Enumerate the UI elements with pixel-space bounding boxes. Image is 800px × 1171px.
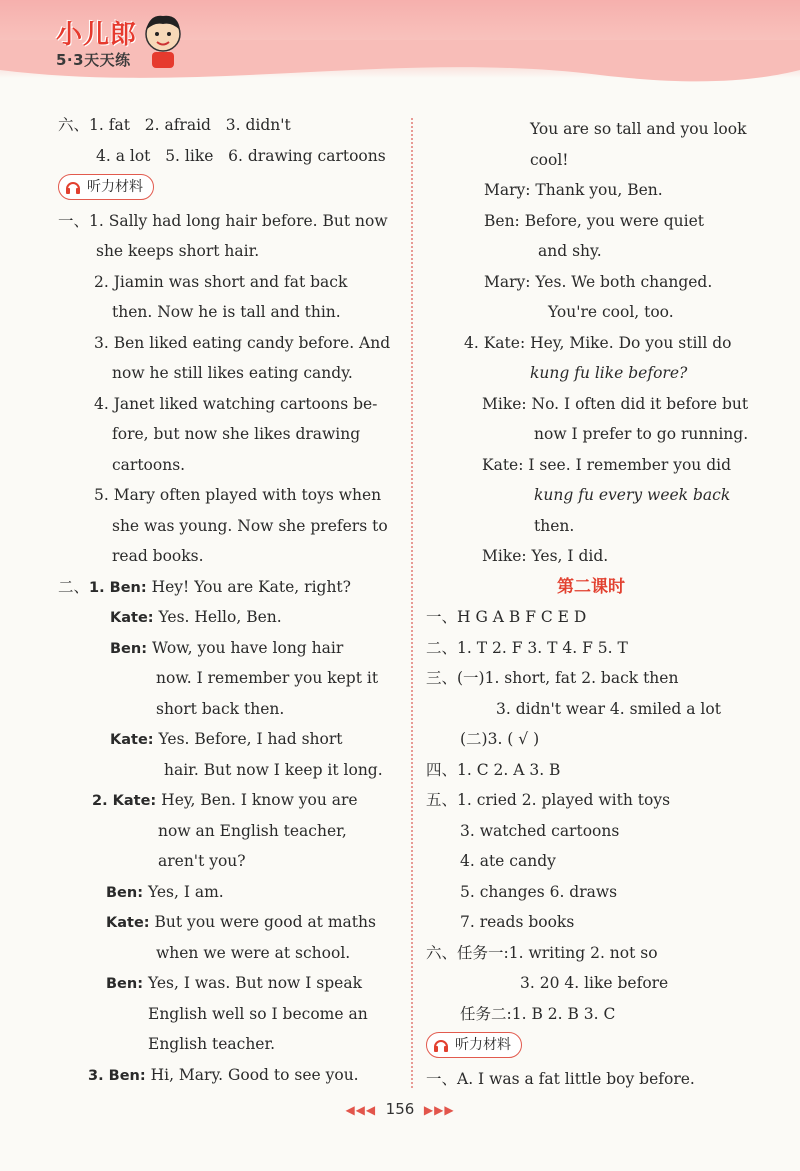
brand-name: 小儿郎 (56, 20, 138, 50)
text: then. Now he is tall and thin. (112, 303, 341, 321)
answer-line (426, 724, 756, 755)
text: English teacher. (148, 1035, 276, 1053)
text: now. I remember you kept it (156, 669, 379, 687)
text-line (58, 297, 388, 328)
headphone-icon (433, 1037, 449, 1053)
answer-line (426, 907, 756, 938)
text-line (58, 419, 388, 450)
brand-logo (56, 14, 137, 70)
text-line (58, 358, 388, 389)
text: she was young. Now she prefers to (112, 516, 388, 535)
dialogue-line (58, 877, 388, 908)
answer-line (426, 938, 756, 969)
dialogue-line (58, 633, 388, 664)
dialogue-line (426, 541, 756, 572)
text: You're cool, too. (548, 303, 674, 321)
triangle-right-icon: ▶▶▶ (423, 1103, 455, 1117)
dialogue-line (426, 480, 756, 511)
dialogue-line (58, 1029, 388, 1060)
badge-label: 听力材料 (87, 179, 143, 195)
answer-item: 4. a lot (96, 146, 151, 165)
column-divider (411, 118, 413, 1088)
answer-line (426, 877, 756, 908)
text: fore, but now she likes drawing (112, 425, 361, 443)
text: 3. 20 4. like before (520, 974, 669, 992)
dialogue-line (426, 511, 756, 542)
text: when we were at school. (156, 943, 351, 962)
answer-line (58, 110, 388, 141)
brand-series: 5·3天天练 (56, 51, 131, 69)
text: now he still likes eating candy. (112, 364, 353, 382)
dialogue-line (426, 206, 756, 237)
text: Mary: Yes. We both changed. (484, 272, 713, 291)
text: 3. didn't wear 4. smiled a lot (496, 699, 721, 718)
dialogue-line (58, 572, 388, 603)
text: cool! (530, 150, 569, 169)
answer-line (426, 755, 756, 786)
dialogue-line (58, 846, 388, 877)
dialogue-line (426, 450, 756, 481)
speaker: Ben: (106, 976, 144, 992)
triangle-left-icon: ◀◀◀ (345, 1103, 377, 1117)
page-number: 156 (385, 1100, 415, 1118)
text: hair. But now I keep it long. (164, 760, 383, 779)
answer-line (58, 141, 388, 172)
text-line (58, 511, 388, 542)
dialogue-line (58, 1060, 388, 1091)
dialogue-line (58, 694, 388, 725)
text: 六、任务一:1. writing 2. not so (426, 943, 658, 962)
mascot-icon (140, 12, 186, 70)
text: English well so I become an (148, 1004, 368, 1023)
dialogue-line (58, 999, 388, 1030)
dialogue-line (426, 267, 756, 298)
answer-item: 1. fat (89, 116, 130, 134)
dialogue-line (426, 328, 756, 359)
text: Wow, you have long hair (151, 638, 344, 657)
listening-material-badge (58, 174, 154, 200)
dialogue-line (426, 236, 756, 267)
text: cartoons. (112, 455, 186, 474)
text-line (58, 236, 388, 267)
text: 一、H G A B F C E D (426, 608, 587, 626)
dialogue-line (58, 816, 388, 847)
text: 任务二:1. B 2. B 3. C (460, 1004, 616, 1023)
text: Hi, Mary. Good to see you. (150, 1065, 359, 1084)
section-mark: 六、 (58, 116, 90, 134)
text-line (58, 480, 388, 511)
dialogue-line (426, 419, 756, 450)
text: 一、A. I was a fat little boy before. (426, 1069, 695, 1088)
text: 7. reads books (460, 913, 575, 931)
text: You are so tall and you look (530, 120, 747, 138)
text-line (426, 1064, 756, 1095)
text: Yes, I was. But now I speak (147, 974, 362, 992)
page-footer (0, 1100, 800, 1118)
text: Ben: Before, you were quiet (484, 211, 704, 230)
text-line (58, 328, 391, 359)
text-line (58, 450, 388, 481)
answer-line (426, 968, 756, 999)
text: But you were good at maths (154, 913, 376, 931)
answer-line (426, 816, 756, 847)
text: Mike: Yes, I did. (482, 547, 609, 565)
text: 五、1. cried 2. played with toys (426, 791, 671, 809)
headphone-icon (65, 179, 81, 195)
badge-label: 听力材料 (455, 1037, 511, 1053)
dialogue-line (58, 755, 388, 786)
left-column (58, 110, 391, 1090)
text: she keeps short hair. (96, 242, 260, 260)
dialogue-line (426, 145, 756, 176)
text: Yes. Before, I had short (158, 730, 343, 748)
text: 2. Jiamin was short and fat back (94, 272, 348, 291)
text: and shy. (538, 242, 602, 260)
listening-material-badge (426, 1032, 522, 1058)
dialogue-line (58, 785, 388, 816)
text: 4. Kate: Hey, Mike. Do you still do (464, 333, 732, 352)
text: kung fu every week back (534, 486, 731, 504)
dialogue-line (58, 663, 388, 694)
text: Hey! You are Kate, right? (151, 577, 351, 596)
text: 5. changes 6. draws (460, 882, 618, 901)
dialogue-line (426, 175, 756, 206)
answer-line (426, 846, 756, 877)
section-mark: 一、 (58, 211, 90, 230)
text: 四、1. C 2. A 3. B (426, 760, 561, 779)
text: kung fu like before? (530, 364, 688, 382)
text: Yes, I am. (147, 882, 224, 901)
answer-line (426, 633, 756, 664)
answer-line (426, 663, 756, 694)
text-line (58, 267, 388, 298)
text-line (58, 206, 388, 237)
text: 1. Sally had long hair before. But now (89, 211, 388, 230)
answer-item: 6. drawing cartoons (228, 146, 386, 165)
text: aren't you? (158, 852, 246, 870)
text: now an English teacher, (158, 821, 347, 840)
speaker: 1. Ben: (89, 579, 147, 596)
answer-line (426, 785, 756, 816)
text: 3. Ben liked eating candy before. And (94, 333, 391, 352)
text-line (58, 389, 388, 420)
answer-line (426, 602, 756, 633)
section-mark: 二、 (58, 577, 90, 596)
text: then. (534, 516, 575, 535)
lesson-two-title: 第二课时 (557, 576, 625, 597)
dialogue-line (426, 114, 756, 145)
text: 3. watched cartoons (460, 821, 620, 840)
text: Kate: I see. I remember you did (482, 455, 732, 474)
dialogue-line (58, 602, 388, 633)
text: read books. (112, 547, 204, 565)
answer-item: 5. like (165, 146, 214, 165)
answer-line (426, 999, 756, 1030)
speaker: Ben: (106, 884, 144, 901)
text: 二、1. T 2. F 3. T 4. F 5. T (426, 638, 628, 657)
speaker: Kate: (106, 915, 150, 931)
speaker: 2. Kate: (92, 793, 157, 809)
text: Hey, Ben. I know you are (161, 791, 358, 809)
text: Yes. Hello, Ben. (158, 608, 282, 626)
dialogue-line (58, 907, 388, 938)
dialogue-line (426, 297, 756, 328)
dialogue-line (58, 724, 388, 755)
text: now I prefer to go running. (534, 425, 749, 443)
speaker: Kate: (110, 610, 154, 626)
text: (二)3. ( √ ) (460, 730, 540, 748)
dialogue-line (426, 389, 756, 420)
text: 4. Janet liked watching cartoons be- (94, 394, 378, 413)
text: Mary: Thank you, Ben. (484, 181, 663, 199)
answer-item: 3. didn't (225, 116, 291, 134)
dialogue-line (58, 968, 388, 999)
text: short back then. (156, 699, 285, 718)
text: 5. Mary often played with toys when (94, 486, 382, 504)
text-line (58, 541, 388, 572)
text: 4. ate candy (460, 852, 556, 870)
speaker: Ben: (110, 640, 148, 657)
answer-line (426, 694, 756, 725)
answer-item: 2. afraid (144, 116, 211, 134)
speaker: 3. Ben: (88, 1067, 146, 1084)
dialogue-line (426, 358, 756, 389)
text: 三、(一)1. short, fat 2. back then (426, 669, 679, 687)
speaker: Kate: (110, 732, 154, 748)
right-column (426, 114, 756, 1094)
dialogue-line (58, 938, 388, 969)
text: Mike: No. I often did it before but (482, 394, 749, 413)
